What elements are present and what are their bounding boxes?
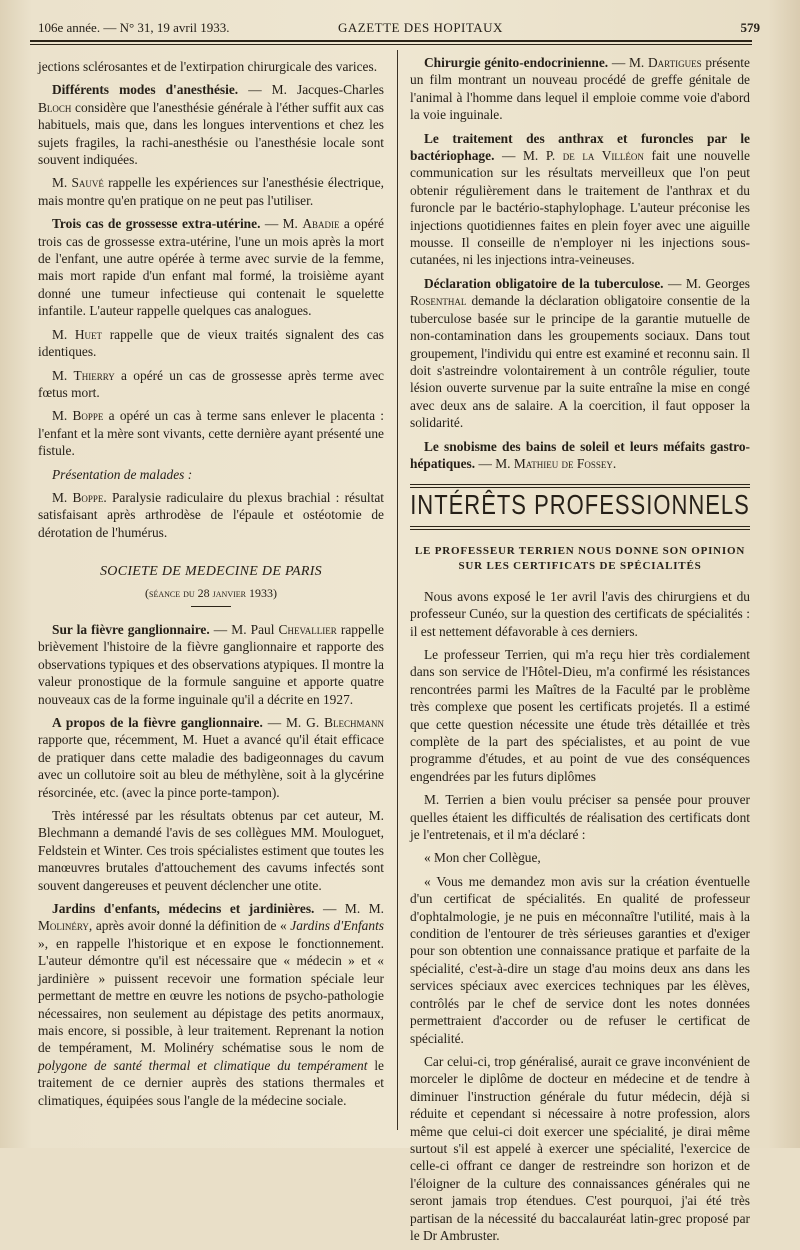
author-name: Huet	[74, 326, 103, 342]
author-name: Boppe.	[72, 489, 107, 505]
paragraph: Différents modes d'anesthésie. — M. Jacques-Charles Bloch considère que l'anesthésie générale à l'éther suffit aux cas habituels, mais que, dans les longues interventions et chez les sujets fragiles, la rachi-anesthésie ou l'anesthésie locale sont souvent indiquées.	[38, 82, 384, 168]
section-rule	[410, 526, 750, 530]
subtitle-line: SUR LES CERTIFICATS DE SPÉCIALITÉS	[458, 559, 702, 572]
paragraph: M. Boppe. Paralysie radiculaire du plexus brachial : résultat satisfaisant après arthrodèse de l'épaule et ostéotomie de dérotation de l'humérus.	[38, 489, 384, 540]
article-heading: Trois cas de grossesse extra-utérine.	[52, 216, 261, 232]
header-rule-thin	[30, 44, 752, 45]
article-heading: Le snobisme des bains de soleil et leurs méfaits gastro-hépatiques.	[410, 438, 750, 471]
paragraph: M. Sauvé rappelle les expériences sur l'anesthésie électrique, mais montre qu'en pratique on ne peut pas l'utiliser.	[38, 175, 384, 208]
section-rule	[410, 484, 750, 488]
author-name: Bloch	[38, 99, 72, 115]
paragraph: Trois cas de grossesse extra-utérine. — M. Abadie a opéré trois cas de grossesse extra-utérine, l'une un mois après la mort de l'enfant, une autre opérée à terme avec survie de la femme, mais mort rapide d'un enfant mal formé, la troisième ayant donné une tumeur infectieuse qui contenait le squelette infantile. L'auteur rappelle quelques cas analogues.	[38, 216, 384, 319]
right-column	[410, 54, 750, 1250]
article-heading: Chirurgie génito-endocrinienne.	[424, 55, 609, 70]
article-heading: Différents modes d'anesthésie.	[52, 82, 239, 98]
paragraph: Très intéressé par les résultats obtenus par cet auteur, M. Blechmann a demandé l'avis de ses collègues MM. Mouloguet, Feldstein et Winter. Ces trois spécialistes estiment que toutes les manœuvres brutales d'attouchement des cavums infectés sont souvent dangereuses et peuvent déclencher une otite.	[38, 808, 384, 893]
paragraph: Le snobisme des bains de soleil et leurs méfaits gastro-hépatiques. — M. Mathieu de Fossey.	[410, 438, 750, 471]
author-name: Mathieu de Fossey.	[513, 455, 617, 471]
article-heading: Le traitement des anthrax et furoncles par le bactériophage.	[410, 130, 750, 164]
article-heading: Sur la fièvre ganglionnaire.	[52, 621, 210, 637]
author-name: Dartigues	[647, 55, 702, 70]
journal-title: GAZETTE DES HOPITAUX	[338, 20, 503, 35]
paragraph: Car celui-ci, trop généralisé, aurait ce grave inconvénient de morceler le diplôme de docteur en médecine et de tendre à diminuer l'instruction générale du futur médecin, déjà si réduite et cependant si nécessaire à notre profession, alors même que celui-ci doit exercer une spécialité, je dirai même surtout s'il est appelé à exercer une spécialité, l'exercice de celle-ci offrant ce danger de restreindre son horizon et de l'éloigner de la culture des connaissances générales qui ne seront jamais trop étendues. C'est pourquoi, j'ai été très partisan de la nécessité du baccalauréat latin-grec proposé par le Dr Ambruster.	[410, 1053, 750, 1243]
column-divider	[397, 50, 398, 1130]
article-heading: Jardins d'enfants, médecins et jardinières.	[52, 901, 315, 917]
paragraph: M. Thierry a opéré un cas de grossesse après terme avec fœtus mort.	[38, 367, 384, 400]
section-title: INTÉRÊTS PROFESSIONNELS	[410, 489, 750, 521]
paragraph: « Mon cher Collègue,	[424, 850, 541, 866]
article-subtitle	[410, 544, 750, 574]
paragraph: Le professeur Terrien, qui m'a reçu hier très cordialement dans son service de l'Hôtel-Dieu, m'a confirmé les résistances rencontrées parmi les Maîtres de la Faculté par le problème très complexe que posent les certificats projetés. Il a estimé que cette question nécessite une étude très détaillée et très complète de la part des spécialistes, et au point de vue programme d'études, et au point de vue des conséquences engendrées par les futurs diplômes	[410, 646, 750, 784]
author-name: Thierry	[73, 367, 115, 383]
author-name: Sauvé	[71, 175, 104, 191]
paragraph: Jardins d'enfants, médecins et jardinières. — M. M. Molinéry, après avoir donné la définition de « Jardins d'Enfants », en rappelle l'historique et en expose le fonctionnement. L'auteur démontre qu'il est nécessaire que « médecin » et « jardinière » puissent recevoir une formation spéciale leur permettant de mettre en œuvre les notions de psycho-pathologie nécessaires, non seulement au dépistage des petits anormaux, mais encore, si possible, à leur traitement. Reprenant la notion de tempérament, M. Molinéry schématise sous le nom de polygone de santé thermal et climatique du tempérament le traitement de ce dernier auprès des stations thermales et climatiques, équipées sous l'angle de la médecine sociale.	[38, 901, 385, 1108]
society-heading: SOCIETE DE MEDECINE DE PARIS	[99, 564, 322, 580]
paragraph: M. Terrien a bien voulu préciser sa pensée pour prouver quelles étaient les difficultés de réalisation des certificats dont je l'entretenais, et il m'a déclaré :	[410, 792, 750, 843]
paragraph: Présentation de malades :	[52, 466, 193, 482]
paragraph: M. Boppe a opéré un cas à terme sans enlever le placenta : l'enfant et la mère sont vivants, cette dernière ayant présenté une fistule.	[38, 408, 384, 459]
author-name: de la Villéon	[562, 148, 644, 164]
header-rule	[30, 40, 752, 42]
section-rule	[191, 606, 231, 607]
author-name: Molinéry	[38, 918, 89, 934]
subtitle-line: LE PROFESSEUR TERRIEN NOUS DONNE SON OPINION	[414, 544, 746, 557]
session-date: (séance du 28 janvier 1933)	[145, 585, 277, 600]
paragraph: « Vous me demandez mon avis sur la création éventuelle d'un certificat de spécialités. En qualité de professeur d'ophtalmologie, je ne puis en méconnaître l'utilité, mais à la condition de l'entourer de très sérieuses garanties et d'exiger pour son obtention une connaissance pratique et parfaite de la spécialité, c'est-à-dire un stage d'au moins deux ans dans les services spéciaux avec exercices techniques par les élèves, contrôlés par le chef de service dont les notes données permettraient d'accorder ou de refuser le certificat de spécialité.	[410, 873, 750, 1046]
paragraph: jections sclérosantes et de l'extirpation chirurgicale des varices.	[38, 59, 378, 74]
page-number: 579	[740, 20, 760, 35]
author-name: Boppe	[72, 408, 104, 424]
page-header	[30, 14, 760, 40]
author-name: Abadie	[302, 216, 340, 232]
paragraph: Sur la fièvre ganglionnaire. — M. Paul Chevallier rappelle brièvement l'histoire de la fièvre ganglionnaire et rapporte des observations typiques et des observations atypiques. Il montre la valeur pronostique de la formule sanguine et apporte quatre nouveaux cas de la forme inguinale qu'il a décrite en 1927.	[38, 621, 385, 707]
paragraph: Nous avons exposé le 1er avril l'avis des chirurgiens et du professeur Cunéo, sur la question des certificats de spécialités : il est nettement défavorable à ces derniers.	[410, 588, 750, 639]
article-heading: Déclaration obligatoire de la tuberculose.	[424, 275, 664, 291]
paragraph: Chirurgie génito-endocrinienne. — M. Dartigues présente un film montrant un nouveau procédé de greffe génitale de l'animal à l'homme dans lequel il emploie comme voie d'abord la voie inguinale.	[410, 55, 750, 123]
paragraph: A propos de la fièvre ganglionnaire. — M. G. Blechmann rapporte que, récemment, M. Huet a avancé qu'il était efficace de pratiquer dans cette maladie des badigeonnages du cavum avec un collutoire soit au bleu de méthylène, soit à la glycérine résorcinée, etc. (avec la pince porte-tampon).	[38, 715, 384, 800]
issue-info: 106e année. — N° 31, 19 avril 1933.	[38, 20, 230, 35]
author-name: Chevallier	[278, 621, 337, 637]
paragraph: Le traitement des anthrax et furoncles par le bactériophage. — M. P. de la Villéon fait une nouvelle communication sur les résultats merveilleux que l'on peut obtenir régulièrement dans le traitement de l'anthrax et du furoncle par le bactério-staphylophage. L'auteur préconise les injections quotidiennes faites en plein foyer avec une aiguille mousse. Il conseille de n'employer ni les injections sous-cutanées, ni les injections intra-veineuses.	[410, 130, 750, 268]
author-name: Blechmann	[324, 715, 384, 730]
left-column	[38, 58, 384, 1115]
paragraph: Déclaration obligatoire de la tuberculose. — M. Georges Rosenthal demande la déclaration obligatoire consentie de la tuberculose basée sur le principe de la garantie mutuelle de non-contamination dans les groupements sociaux. Dans tout groupement, l'individu qui entre est examiné et reconnu sain. Il doit s'astreindre volontairement à un contrôle régulier, toute lésion ouverte survenue par la suite entraîne la mise en congé avec deux ans de salaire. A la coercition, il faut opposer la solidarité.	[410, 275, 750, 431]
author-name: Rosenthal	[410, 293, 467, 309]
article-heading: A propos de la fièvre ganglionnaire.	[52, 715, 263, 730]
paragraph: M. Huet rappelle que de vieux traités signalent des cas identiques.	[38, 326, 384, 360]
